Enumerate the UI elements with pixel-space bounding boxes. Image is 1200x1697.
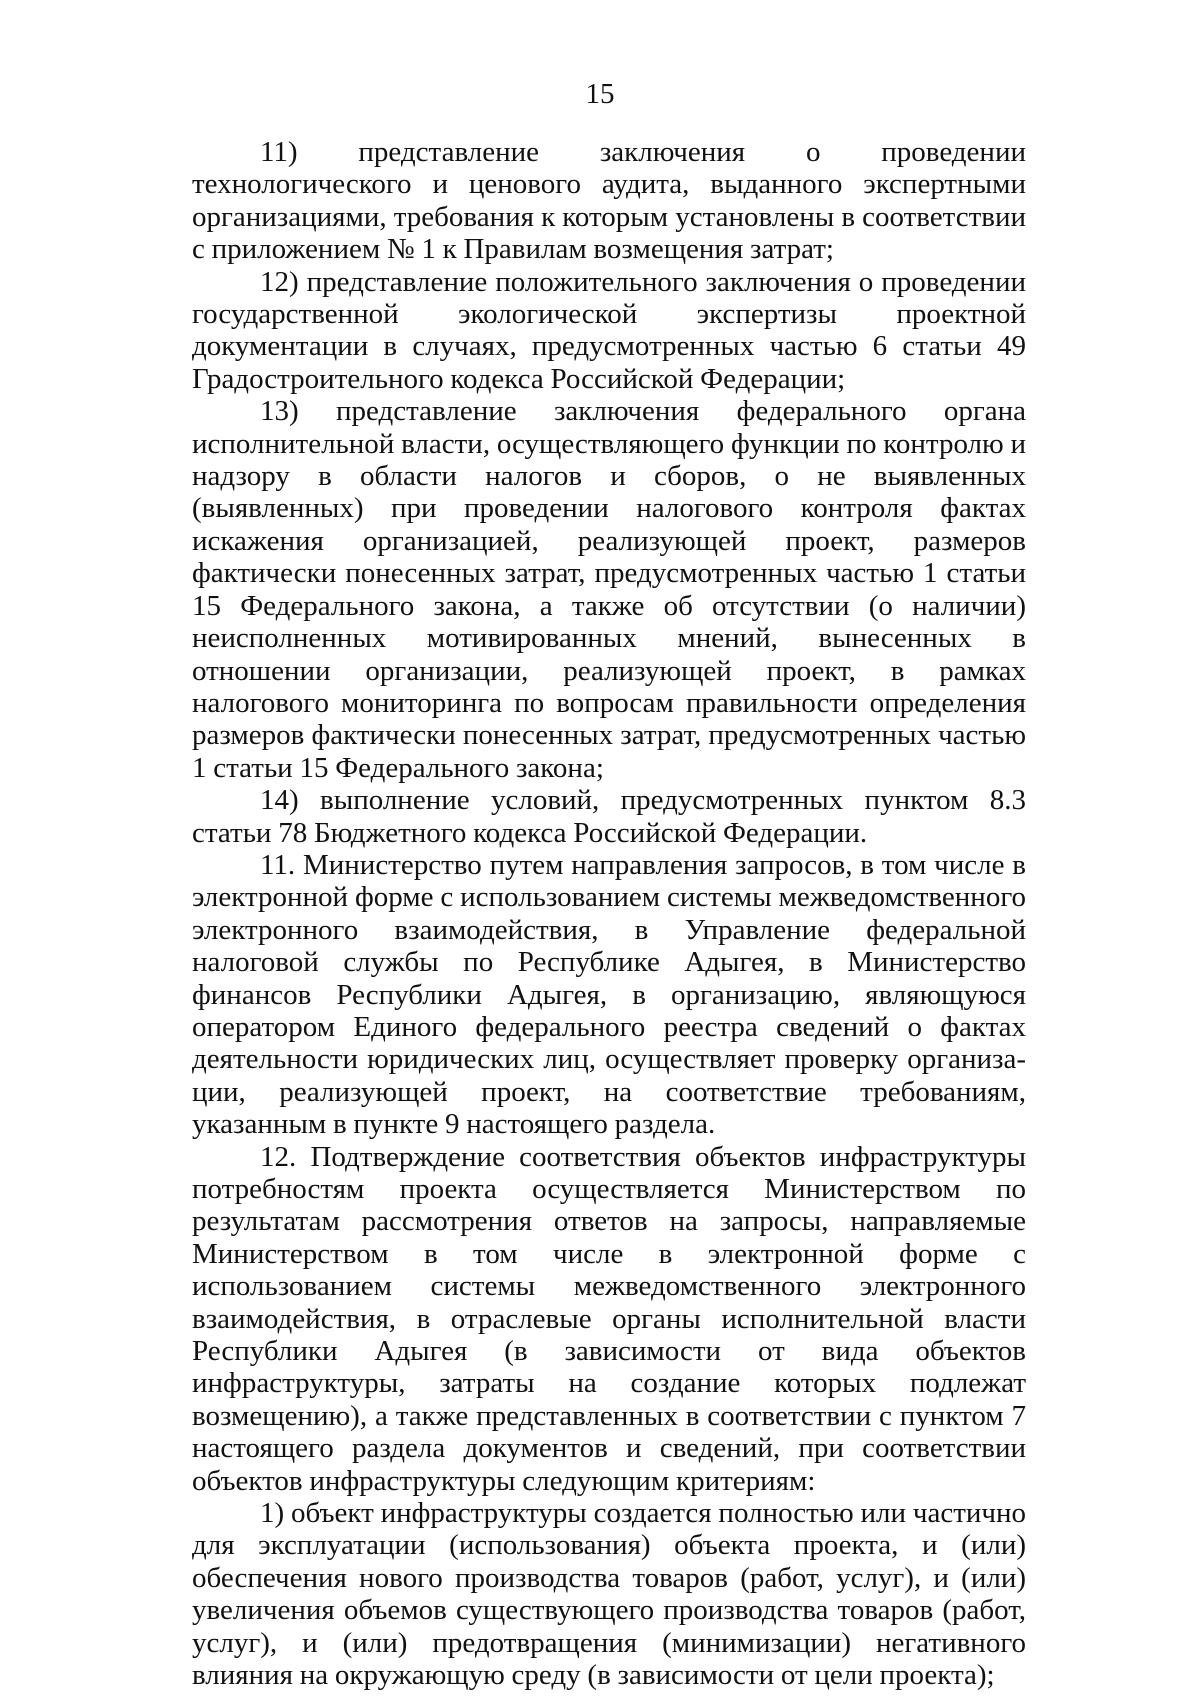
document-body <box>192 136 1026 1692</box>
page-number: 15 <box>585 78 615 110</box>
paragraph-section-12: 12. Подтверждение соответствия объектов инфраструктуры потребностям проекта осуществляется Министерством по результатам рассмотрения ответов на запросы, направляемые Министерством в том числе в электронной форме с использованием системы межведомственного электронного взаимодействия, в отраслевые органы исполнительной власти Республики Адыгея (в зависимости от вида объектов инфраструктуры, затраты на создание которых подлежат возмещению), а также представленных в соответствии с пунктом 7 настоящего раздела документов и сведений, при соответствии объектов инфраструктуры следующим критериям: <box>192 1140 1026 1497</box>
paragraph-item-13: 13) представление заключения федерального органа исполнительной власти, осуществляющего функции по контролю и надзору в области налогов и сборов, о не выявленных (выявленных) при проведении налогового контроля фактах искажения организацией, реализующей проект, размеров фактически понесенных затрат, предусмотренных частью 1 статьи 15 Федерального закона, а также об отсутствии (о наличии) неисполненных мотивированных мнений, вынесенных в отношении организации, реализующей проект, в рамках налогового мониторинга по вопросам правильности определения размеров фактически понесенных затрат, предусмотренных частью 1 статьи 15 Федерального закона; <box>192 395 1026 784</box>
paragraph-section-11: 11. Министерство путем направления запросов, в том числе в электронной форме с использованием системы межведомственного электронного взаимодействия, в Управление федеральной налоговой службы по Республике Адыгея, в Министерство финансов Республики Адыгея, в организацию, являющуюся оператором Единого федерального реестра сведений о фактах деятельности юридических лиц, осуществляет проверку организации, реализующей проект, на соответствие требованиям, указанным в пункте 9 настоящего раздела. <box>192 848 1026 1141</box>
paragraph-item-14: 14) выполнение условий, предусмотренных пунктом 8.3 статьи 78 Бюджетного кодекса Российской Федерации. <box>192 784 1026 849</box>
paragraph-criterion-1: 1) объект инфраструктуры создается полностью или частично для эксплуатации (использования) объекта проекта, и (или) обеспечения нового производства товаров (работ, услуг), и (или) увеличения объемов существующего производства товаров (работ, услуг), и (или) предотвращения (минимизации) негативного влияния на окружающую среду (в зависимости от цели проекта); <box>192 1497 1026 1692</box>
paragraph-item-12: 12) представление положительного заключения о проведении государственной экологической экспертизы проектной документации в случаях, предусмотренных частью 6 статьи 49 Градостроительного кодекса Российской Федерации; <box>192 265 1026 395</box>
paragraph-item-11: 11) представление заключения о проведении технологического и ценового аудита, выданного экспертными организациями, требования к которым установлены в соответствии с приложением № 1 к Правилам возмещения затрат; <box>192 136 1026 266</box>
